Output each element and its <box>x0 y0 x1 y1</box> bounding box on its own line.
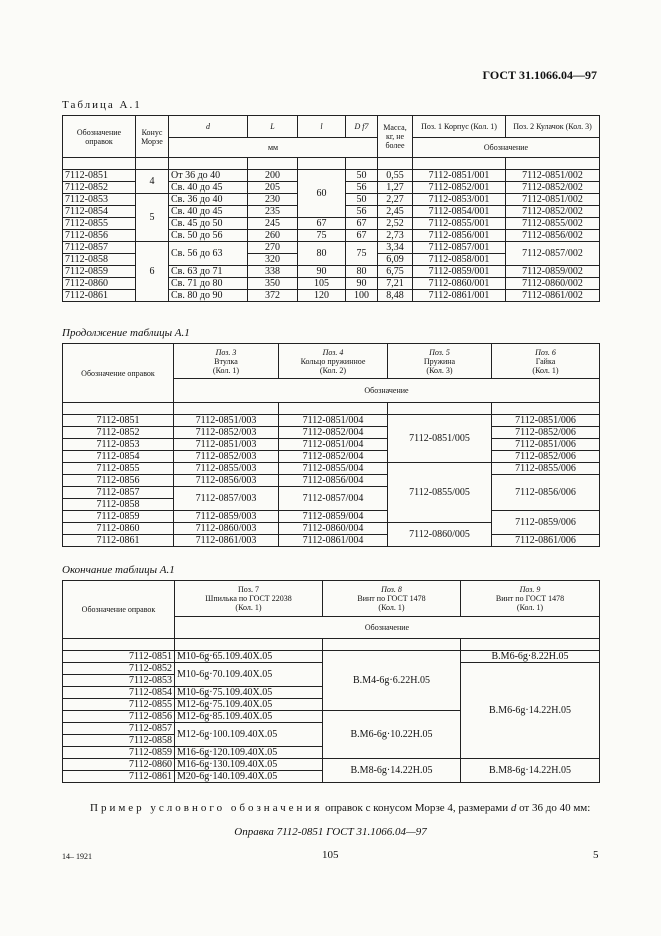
t2-p3: 7112-0860/003 <box>174 523 279 535</box>
t2-code: 7112-0859 <box>63 511 174 523</box>
t2-p4: 7112-0852/004 <box>279 427 388 439</box>
t2-code: 7112-0853 <box>63 439 174 451</box>
t2-p3: 7112-0856/003 <box>174 475 279 487</box>
example-text-b: от 36 до 40 мм: <box>519 802 591 814</box>
t2-code: 7112-0858 <box>63 499 174 511</box>
t1-code: 7112-0860 <box>63 278 136 290</box>
t2-p6: 7112-0852/006 <box>492 451 600 463</box>
t1-code: 7112-0852 <box>63 182 136 194</box>
t3-code: 7112-0856 <box>63 711 175 723</box>
t1-d: Св. 45 до 50 <box>169 218 248 230</box>
t2-p4: 7112-0855/004 <box>279 463 388 475</box>
t3-h-poz9-qty: (Кол. 1) <box>516 603 544 612</box>
t1-p1: 7112-0852/001 <box>413 182 506 194</box>
t2-p3: 7112-0852/003 <box>174 451 279 463</box>
t2-code: 7112-0856 <box>63 475 174 487</box>
t2-h-poz3-no: Поз. 3 <box>215 347 237 357</box>
t3-code: 7112-0855 <box>63 699 175 711</box>
t1-L: 200 <box>248 170 298 182</box>
t3-p7: M16-6g·130.109.40X.05 <box>175 759 323 771</box>
t1-D: 75 <box>346 242 378 266</box>
t2-h-poz4-name: Кольцо пружинное <box>300 356 366 366</box>
t1-code: 7112-0853 <box>63 194 136 206</box>
t3-p7: M10-6g·70.109.40X.05 <box>175 663 323 687</box>
t1-code: 7112-0861 <box>63 290 136 302</box>
t1-l: 75 <box>298 230 346 242</box>
t2-p5: 7112-0855/005 <box>388 463 492 523</box>
t1-code: 7112-0859 <box>63 266 136 278</box>
t1-h-morse: Конус Морзе <box>136 116 169 158</box>
t1-d: Св. 40 до 45 <box>169 206 248 218</box>
t1-code: 7112-0858 <box>63 254 136 266</box>
t2-p6: 7112-0851/006 <box>492 415 600 427</box>
t2-h-poz4-qty: (Кол. 2) <box>319 365 347 375</box>
t1-h-mass: Масса, кг, не более <box>378 116 413 158</box>
t3-p7: M12-6g·100.109.40X.05 <box>175 723 323 747</box>
t2-p3: 7112-0852/003 <box>174 427 279 439</box>
t1-L: 350 <box>248 278 298 290</box>
example-paragraph <box>62 801 602 816</box>
t1-mass: 1,27 <box>378 182 413 194</box>
t1-p1: 7112-0860/001 <box>413 278 506 290</box>
t3-h-oboz: Обозначение <box>175 617 600 639</box>
t1-d: Св. 71 до 80 <box>169 278 248 290</box>
t2-code: 7112-0861 <box>63 535 174 547</box>
t1-mass: 2,52 <box>378 218 413 230</box>
t1-D: 67 <box>346 218 378 230</box>
t3-code: 7112-0859 <box>63 747 175 759</box>
t2-p6: 7112-0856/006 <box>492 475 600 511</box>
t1-morse: 5 <box>136 194 169 242</box>
t2-p4: 7112-0860/004 <box>279 523 388 535</box>
t2-code: 7112-0860 <box>63 523 174 535</box>
t1-d: Св. 50 до 56 <box>169 230 248 242</box>
example-var: d <box>510 802 517 814</box>
t1-d: Св. 80 до 90 <box>169 290 248 302</box>
t1-p1: 7112-0853/001 <box>413 194 506 206</box>
t1-l: 60 <box>298 170 346 218</box>
t2-p5: 7112-0851/005 <box>388 415 492 463</box>
t2-h-poz3 <box>174 344 279 379</box>
t2-p3: 7112-0859/003 <box>174 511 279 523</box>
t2-h-poz4 <box>279 344 388 379</box>
t1-D: 67 <box>346 230 378 242</box>
t2-p4: 7112-0857/004 <box>279 487 388 511</box>
t1-p2: 7112-0856/002 <box>506 230 600 242</box>
t1-mass: 2,27 <box>378 194 413 206</box>
t3-h-poz7-qty: (Кол. 1) <box>235 603 262 612</box>
t1-l: 67 <box>298 218 346 230</box>
t2-p4: 7112-0861/004 <box>279 535 388 547</box>
example-lead: Пример условного обозначения <box>90 802 323 814</box>
table3 <box>62 580 600 783</box>
t2-p3: 7112-0851/003 <box>174 415 279 427</box>
t1-code: 7112-0851 <box>63 170 136 182</box>
t1-mass: 2,73 <box>378 230 413 242</box>
t3-h-poz7-name: Шпилька по ГОСТ 22038 <box>205 594 292 603</box>
t3-h-poz8 <box>323 581 461 617</box>
footer-page-center: 105 <box>322 849 339 861</box>
example-text-a: оправок с конусом Морзе 4, размерами <box>325 802 509 814</box>
t1-p2: 7112-0851/002 <box>506 194 600 206</box>
t1-l: 90 <box>298 266 346 278</box>
t3-p7: M12-6g·85.109.40X.05 <box>175 711 323 723</box>
t3-p8: B.M8-6g·14.22H.05 <box>323 759 461 783</box>
t2-p6: 7112-0851/006 <box>492 439 600 451</box>
t2-p4: 7112-0859/004 <box>279 511 388 523</box>
t3-code: 7112-0857 <box>63 723 175 735</box>
t1-p2: 7112-0859/002 <box>506 266 600 278</box>
table1 <box>62 115 600 302</box>
t1-morse: 6 <box>136 242 169 302</box>
t3-h-poz9-name: Винт по ГОСТ 1478 <box>495 594 565 603</box>
t1-p1: 7112-0857/001 <box>413 242 506 254</box>
t1-D: 80 <box>346 266 378 278</box>
t1-p2: 7112-0852/002 <box>506 182 600 194</box>
t1-p1: 7112-0855/001 <box>413 218 506 230</box>
t2-p3: 7112-0861/003 <box>174 535 279 547</box>
t1-l: 105 <box>298 278 346 290</box>
t1-code: 7112-0854 <box>63 206 136 218</box>
t2-p4: 7112-0856/004 <box>279 475 388 487</box>
t2-p4: 7112-0851/004 <box>279 415 388 427</box>
t1-l: 80 <box>298 242 346 266</box>
t2-h-poz5-qty: (Кол. 3) <box>426 365 453 375</box>
t1-L: 270 <box>248 242 298 254</box>
t2-h-poz3-name: Втулка <box>214 356 238 366</box>
t1-code: 7112-0855 <box>63 218 136 230</box>
t1-d: Св. 56 до 63 <box>169 242 248 266</box>
t3-p7: M12-6g·75.109.40X.05 <box>175 699 323 711</box>
table3-caption: Окончание таблицы А.1 <box>62 564 175 576</box>
t1-h-poz1: Поз. 1 Корпус (Кол. 1) <box>413 116 506 138</box>
t3-p8: B.M4-6g·6.22H.05 <box>323 651 461 711</box>
t2-code: 7112-0851 <box>63 415 174 427</box>
t1-L: 338 <box>248 266 298 278</box>
t2-p4: 7112-0851/004 <box>279 439 388 451</box>
t1-p2: 7112-0860/002 <box>506 278 600 290</box>
t3-h-poz9-no: Поз. 9 <box>519 585 541 594</box>
t1-l: 120 <box>298 290 346 302</box>
table2 <box>62 343 600 547</box>
t2-h-poz5 <box>388 344 492 379</box>
example-designation: Оправка 7112-0851 ГОСТ 31.1066.04—97 <box>234 826 427 838</box>
t1-h-oboz: Обозначение <box>413 138 600 158</box>
t3-p9: B.M8-6g·14.22H.05 <box>461 759 600 783</box>
t1-L: 230 <box>248 194 298 206</box>
t2-h-poz5-name: Пружина <box>423 356 456 366</box>
t1-D: 56 <box>346 182 378 194</box>
t3-code: 7112-0854 <box>63 687 175 699</box>
t1-d: Св. 63 до 71 <box>169 266 248 278</box>
footer-print-code: 14– 1921 <box>62 852 92 861</box>
t2-p6: 7112-0861/006 <box>492 535 600 547</box>
t1-p1: 7112-0861/001 <box>413 290 506 302</box>
t2-p3: 7112-0851/003 <box>174 439 279 451</box>
t3-p7: M20-6g·140.109.40X.05 <box>175 771 323 783</box>
t1-h-l: l <box>298 116 346 138</box>
table2-caption: Продолжение таблицы А.1 <box>62 327 190 339</box>
t1-h-L: L <box>248 116 298 138</box>
t2-p6: 7112-0852/006 <box>492 427 600 439</box>
t1-p1: 7112-0859/001 <box>413 266 506 278</box>
t1-mass: 2,45 <box>378 206 413 218</box>
t2-p6: 7112-0859/006 <box>492 511 600 535</box>
t1-mass: 6,75 <box>378 266 413 278</box>
t3-h-designation: Обозначение оправок <box>63 581 175 639</box>
t3-code: 7112-0851 <box>63 651 175 663</box>
t3-p9: B.M6-6g·14.22H.05 <box>461 663 600 759</box>
t3-code: 7112-0861 <box>63 771 175 783</box>
t2-h-oboz: Обозначение <box>174 379 600 403</box>
t3-h-poz8-name: Винт по ГОСТ 1478 <box>357 594 426 603</box>
t1-L: 320 <box>248 254 298 266</box>
t2-p4: 7112-0852/004 <box>279 451 388 463</box>
t1-mass: 3,34 <box>378 242 413 254</box>
t1-d: От 36 до 40 <box>169 170 248 182</box>
t3-p7: M10-6g·65.109.40X.05 <box>175 651 323 663</box>
t2-h-designation: Обозначение оправок <box>63 344 174 403</box>
t3-h-poz8-qty: (Кол. 1) <box>378 603 405 612</box>
t1-L: 260 <box>248 230 298 242</box>
t2-h-poz3-qty: (Кол. 1) <box>212 365 240 375</box>
t3-h-poz7 <box>175 581 323 617</box>
t1-p2: 7112-0861/002 <box>506 290 600 302</box>
t1-h-d: d <box>169 116 248 138</box>
t2-p3: 7112-0855/003 <box>174 463 279 475</box>
t2-p5: 7112-0860/005 <box>388 523 492 547</box>
t2-code: 7112-0855 <box>63 463 174 475</box>
t1-p2: 7112-0855/002 <box>506 218 600 230</box>
t2-code: 7112-0854 <box>63 451 174 463</box>
t1-d: Св. 40 до 45 <box>169 182 248 194</box>
t1-p2: 7112-0851/002 <box>506 170 600 182</box>
t1-D: 50 <box>346 170 378 182</box>
t3-code: 7112-0852 <box>63 663 175 675</box>
t1-L: 205 <box>248 182 298 194</box>
t1-morse: 4 <box>136 170 169 194</box>
t1-D: 90 <box>346 278 378 290</box>
t1-mass: 8,48 <box>378 290 413 302</box>
t1-p2: 7112-0852/002 <box>506 206 600 218</box>
t2-h-poz6-no: Поз. 6 <box>535 347 556 357</box>
t1-d: Св. 36 до 40 <box>169 194 248 206</box>
t1-h-mm: мм <box>169 138 378 158</box>
standard-number: ГОСТ 31.1066.04—97 <box>482 68 597 82</box>
t1-p2: 7112-0857/002 <box>506 242 600 266</box>
t3-p7: M10-6g·75.109.40X.05 <box>175 687 323 699</box>
footer-page-number: 5 <box>593 849 599 861</box>
t1-h-poz2: Поз. 2 Кулачок (Кол. 3) <box>506 116 600 138</box>
t3-h-poz9 <box>461 581 600 617</box>
t2-code: 7112-0857 <box>63 487 174 499</box>
t3-h-poz8-no: Поз. 8 <box>381 585 402 594</box>
t1-L: 372 <box>248 290 298 302</box>
t2-h-poz6-qty: (Кол. 1) <box>532 365 559 375</box>
t1-mass: 0,55 <box>378 170 413 182</box>
t1-p1: 7112-0854/001 <box>413 206 506 218</box>
t3-p9: B.M6-6g·8.22H.05 <box>461 651 600 663</box>
t2-p3: 7112-0857/003 <box>174 487 279 511</box>
t2-code: 7112-0852 <box>63 427 174 439</box>
t2-h-poz4-no: Поз. 4 <box>322 347 344 357</box>
t1-D: 50 <box>346 194 378 206</box>
t3-h-poz7-no: Поз. 7 <box>238 585 259 594</box>
t1-code: 7112-0857 <box>63 242 136 254</box>
t2-p6: 7112-0855/006 <box>492 463 600 475</box>
t3-code: 7112-0853 <box>63 675 175 687</box>
table1-caption: Таблица А.1 <box>62 99 142 111</box>
t1-D: 100 <box>346 290 378 302</box>
t2-h-poz5-no: Поз. 5 <box>429 347 450 357</box>
t1-mass: 7,21 <box>378 278 413 290</box>
t1-L: 235 <box>248 206 298 218</box>
t1-h-designation: Обозначение оправок <box>63 116 136 158</box>
t1-p1: 7112-0856/001 <box>413 230 506 242</box>
t3-code: 7112-0858 <box>63 735 175 747</box>
t3-p7: M16-6g·120.109.40X.05 <box>175 747 323 759</box>
t2-h-poz6 <box>492 344 600 379</box>
t1-code: 7112-0856 <box>63 230 136 242</box>
t1-h-D: D f7 <box>346 116 378 138</box>
t2-h-poz6-name: Гайка <box>535 356 556 366</box>
t3-p8: B.M6-6g·10.22H.05 <box>323 711 461 759</box>
t1-mass: 6,09 <box>378 254 413 266</box>
t1-L: 245 <box>248 218 298 230</box>
t1-D: 56 <box>346 206 378 218</box>
t1-p1: 7112-0851/001 <box>413 170 506 182</box>
t1-p1: 7112-0858/001 <box>413 254 506 266</box>
t3-code: 7112-0860 <box>63 759 175 771</box>
